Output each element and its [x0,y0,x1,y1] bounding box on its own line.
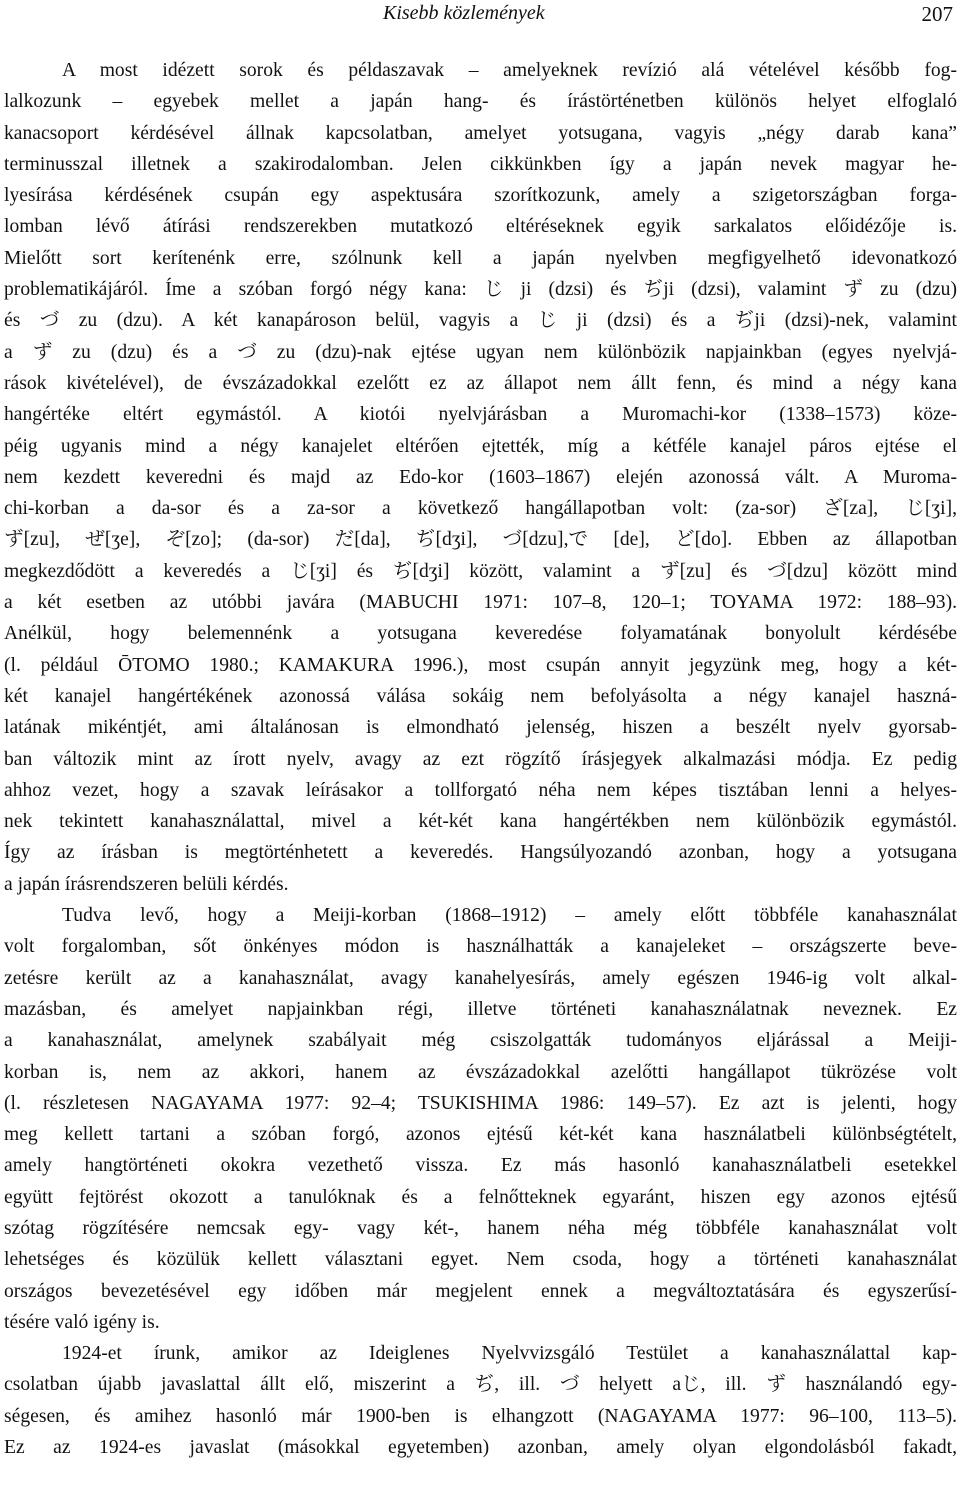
text-line: a japán írásrendszeren belüli kérdés. [4,873,289,895]
text-line: a kanahasználat, amelynek szabályait még csiszolgatták tudományos eljárással a Meiji- [4,1030,957,1052]
text-line: nek tekintett kanahasználattal, mivel a két-két kana hangértékben nem különbözik egymástól. [4,811,957,833]
text-line: megkezdődött a keveredés a じ[ʒi] és ぢ[dʒi] között, valamint a ず[zu] és づ[dzu] között mind [4,560,957,582]
text-line: nem kezdett keveredni és majd az Edo-kor (1603–1867) elején azonossá vált. A Muroma- [4,466,957,488]
text-line: mazásban, és amelyet napjainkban régi, illetve történeti kanahasználatnak neveznek. Ez [4,998,957,1020]
text-line: ban változik mint az írott nyelv, avagy az ezt rögzítő írásjegyek alkalmazási módja. Ez pedig [4,748,957,770]
text-line: együtt fejtörést okozott a tanulóknak és a felnőtteknek egyaránt, hiszen egy azonos ejtésű [4,1186,957,1208]
text-line: lehetséges és közülük kellett választani egyet. Nem csoda, hogy a történeti kanahasználat [4,1249,957,1271]
text-line: lalkozunk – egyebek mellet a japán hang- és írástörténetben különös helyet elfoglaló [4,91,957,113]
text-line: lyesírása kérdésének csupán egy aspektusára szorítkozunk, amely a szigetországban forga- [4,185,957,207]
text-line: két kanajel hangértékének azonossá válása sokáig nem befolyásolta a négy kanajel haszná- [4,685,957,707]
text-line: szótag rögzítésére nemcsak egy- vagy két-, hanem néha még többféle kanahasználat volt [4,1217,957,1239]
text-line: a két esetben az utóbbi javára (MABUCHI 1971: 107–8, 120–1; TOYAMA 1972: 188–93). [4,592,957,614]
text-line: ず[zu], ぜ[ʒe], ぞ[zo]; (da-sor) だ[da], ぢ[dʒi], づ[dzu],で [de], ど[do]. Ebben az állapotban [4,529,957,551]
text-line: Tudva levő, hogy a Meiji-korban (1868–1912) – amely előtt többféle kanahasználat [62,905,957,927]
text-line: péig ugyanis mind a négy kanajelet eltérően ejtették, míg a kétféle kanajel páros ejtése el [4,435,957,457]
text-line: tésére való igény is. [4,1311,160,1333]
text-line: hangértéke eltért egymástól. A kiotói nyelvjárásban a Muromachi-kor (1338–1573) köze- [4,404,957,426]
text-line: latának mikéntjét, ami általánosan is elmondható jelenség, hiszen a beszélt nyelv gyorsab- [4,717,957,739]
section-title: Kisebb közlemények [383,2,545,24]
text-line: problematikájáról. Íme a szóban forgó négy kana: じ ji (dzsi) és ぢji (dzsi), valamint ず zu (dzu) [4,279,957,301]
text-line: lomban lévő átírási rendszerekben mutatkozó eltéréseknek egyik sarkalatos előidézője is. [4,216,957,238]
text-line: és づ zu (dzu). A két kanapároson belül, vagyis a じ ji (dzsi) és a ぢji (dzsi)-nek, valamint [4,310,957,332]
text-line: A most idézett sorok és példaszavak – amelyeknek revízió alá vételével később fog- [62,60,957,81]
text-line: volt forgalomban, sőt önkényes módon is használhatták a kanajeleket – országszerte beve- [4,936,957,958]
running-header [0,0,957,30]
text-line: a ず zu (dzu) és a づ zu (dzu)-nak ejtése ugyan nem különbözik napjainkban (egyes nyelvjá- [4,341,957,363]
text-line: (l. részletesen NAGAYAMA 1977: 92–4; TSUKISHIMA 1986: 149–57). Ez azt is jelenti, hogy [4,1092,957,1114]
page-number: 207 [921,2,953,26]
text-line: (l. például ŌTOMO 1980.; KAMAKURA 1996.), most csupán annyit jegyzünk meg, hogy a két- [4,654,957,676]
text-line: ahhoz vezet, hogy a szavak leírásakor a tollforgató néha nem képes tisztában lenni a helyes- [4,779,957,801]
text-line: csolatban újabb javaslattal állt elő, miszerint a ぢ, ill. づ helyett aじ, ill. ず használandó egy- [4,1374,957,1396]
text-line: 1924-et írunk, amikor az Ideiglenes Nyelvvizsgáló Testület a kanahasználattal kap- [62,1343,957,1365]
text-line: terminusszal illetnek a szakirodalomban. Jelen cikkünkben így a japán nevek magyar he- [4,153,957,175]
text-line: amely hangtörténeti okokra vezethető vissza. Ez más hasonló kanahasználatbeli esetekkel [4,1155,957,1177]
text-line: országos bevezetésével egy időben már megjelent ennek a megváltoztatására és egyszerűsí- [4,1280,957,1302]
text-line: rások kivételével), de évszázadokkal ezelőtt ez az állapot nem állt fenn, és mind a négy kana [4,372,957,394]
text-line: Anélkül, hogy belemennénk a yotsugana keveredése folyamatának bonyolult kérdésébe [4,623,957,645]
text-line: Ez az 1924-es javaslat (másokkal egyetemben) azonban, amely olyan elgondolásból fakadt, [4,1437,957,1459]
text-line: ségesen, és amihez hasonló már 1900-ben is elhangzott (NAGAYAMA 1977: 96–100, 113–5). [4,1405,957,1427]
text-line: zetésre került az a kanahasználat, avagy kanahelyesírás, amely egészen 1946-ig volt alkal- [4,967,957,989]
body-text [4,55,957,1463]
text-line: Mielőtt sort kerítenénk erre, szólnunk kell a japán nyelvben megfigyelhető idevonatkozó [4,247,957,269]
text-line: kanacsoport kérdésével állnak kapcsolatban, amelyet yotsugana, vagyis „négy darab kana” [4,122,957,144]
text-line: korban is, nem az akkori, hanem az évszázadokkal azelőtti hangállapot tükrözése volt [4,1061,957,1083]
text-line: Így az írásban is megtörténhetett a keveredés. Hangsúlyozandó azonban, hogy a yotsugana [4,842,957,864]
text-line: meg kellett tartani a szóban forgó, azonos ejtésű két-két kana használatbeli különbségtételt, [4,1124,957,1146]
text-line: chi-korban a da-sor és a za-sor a következő hangállapotban volt: (za-sor) ざ[za], じ[ʒi], [4,498,957,520]
